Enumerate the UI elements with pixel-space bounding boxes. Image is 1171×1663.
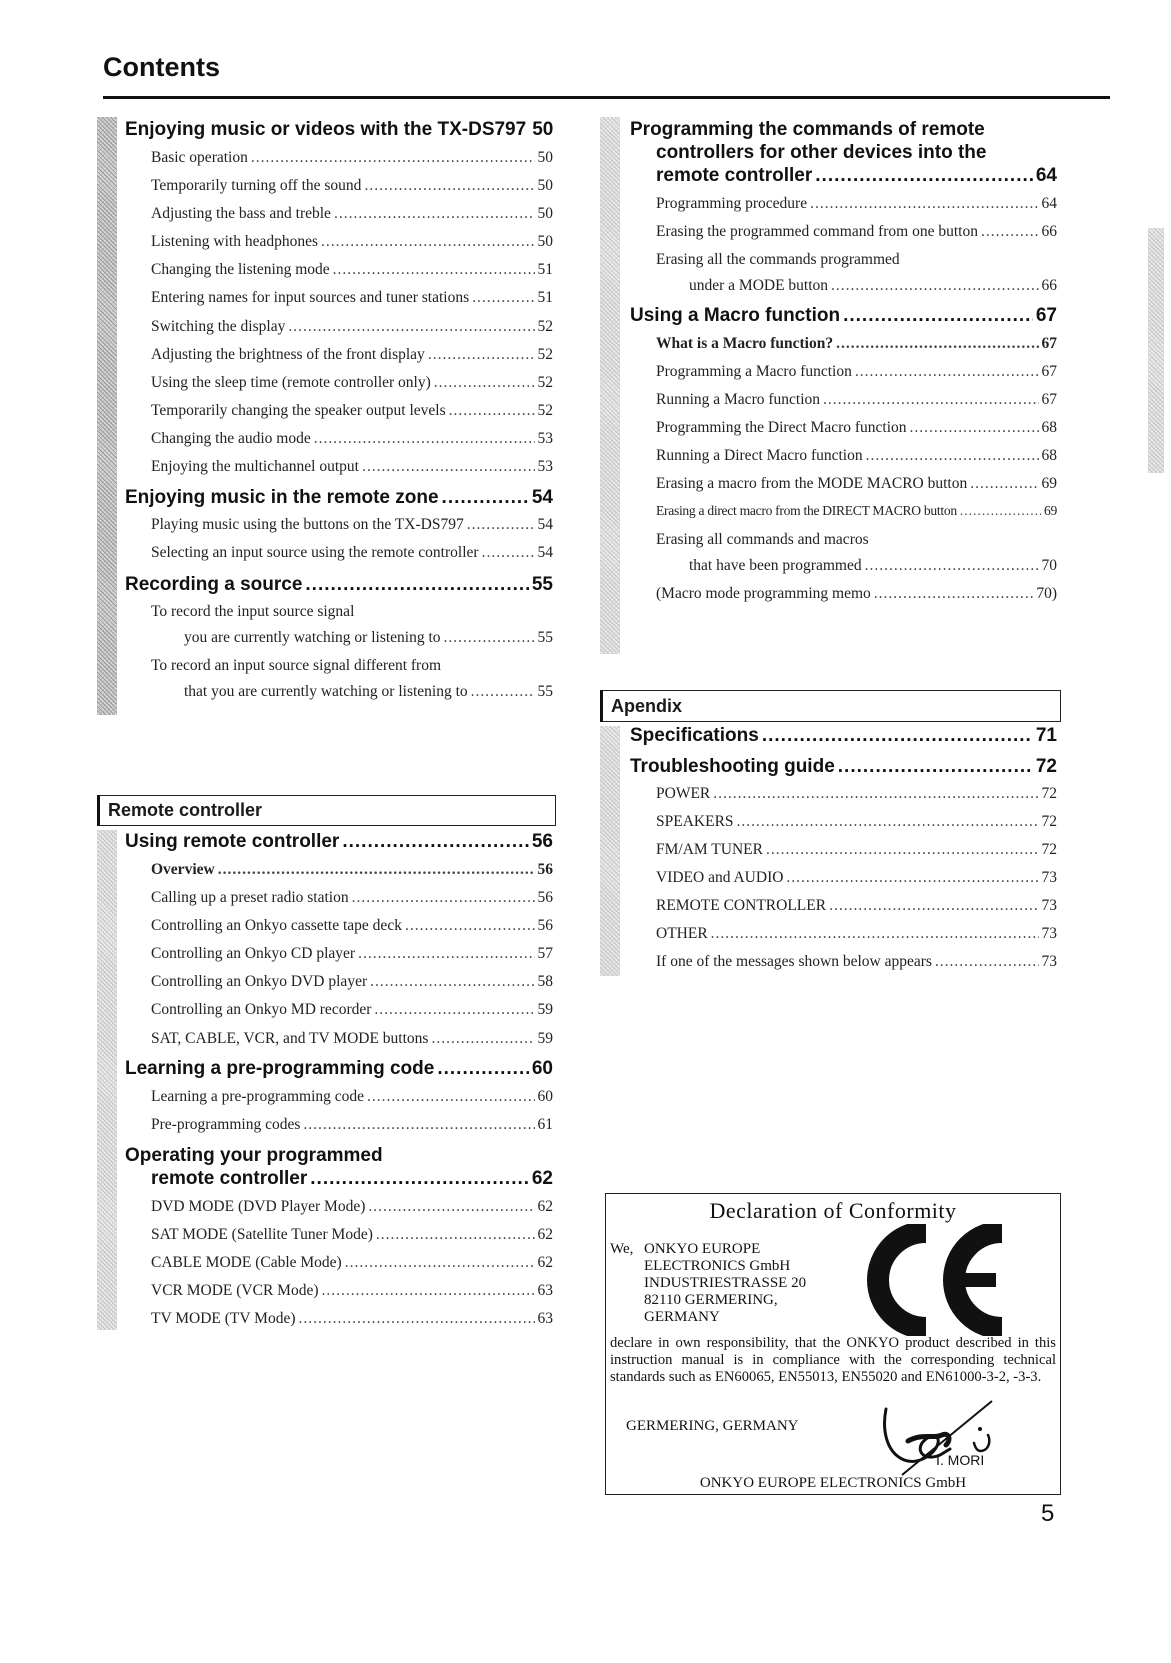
toc-item[interactable]: POWER ..... 72 bbox=[656, 785, 1057, 803]
toc-section[interactable]: Using a Macro function ..... 67 bbox=[630, 305, 1057, 327]
toc-item[interactable]: Controlling an Onkyo cassette tape deck ..... 56 bbox=[151, 917, 553, 935]
declaration-location: GERMERING, GERMANY bbox=[626, 1418, 799, 1434]
toc-item[interactable]: Adjusting the brightness of the front display ..... 52 bbox=[151, 346, 553, 364]
toc-item[interactable]: OTHER ..... 73 bbox=[656, 925, 1057, 943]
toc-item[interactable]: Running a Macro function ..... 67 bbox=[656, 391, 1057, 409]
toc-section[interactable]: Troubleshooting guide ..... 72 bbox=[630, 756, 1057, 778]
toc-item[interactable]: you are currently watching or listening to ..... 55 bbox=[184, 629, 553, 647]
toc-item[interactable]: DVD MODE (DVD Player Mode) ..... 62 bbox=[151, 1198, 553, 1216]
toc-item[interactable]: CABLE MODE (Cable Mode) ..... 62 bbox=[151, 1254, 553, 1272]
toc-section[interactable]: Learning a pre-programming code ..... 60 bbox=[125, 1058, 553, 1080]
toc-item[interactable]: Pre-programming codes ..... 61 bbox=[151, 1116, 553, 1134]
apendix-header bbox=[600, 690, 1061, 722]
toc-item-first-line: To record an input source signal different from bbox=[151, 657, 442, 674]
toc-item[interactable]: FM/AM TUNER ..... 72 bbox=[656, 841, 1057, 859]
header-label: Remote controller bbox=[108, 800, 263, 820]
toc-item[interactable]: TV MODE (TV Mode) ..... 63 bbox=[151, 1310, 553, 1328]
declaration-statement: declare in own responsibility, that the ONKYO product described in this instruction manual is in compliance with the corresponding technical standards such as EN60065, EN55013, EN55020 and EN61000-3-2, -3-3. bbox=[610, 1335, 1056, 1385]
toc-section[interactable]: remote controller ..... 64 bbox=[656, 165, 1057, 187]
toc-item[interactable]: Programming a Macro function ..... 67 bbox=[656, 363, 1057, 381]
toc-item[interactable]: Selecting an input source using the remote controller ..... 54 bbox=[151, 544, 553, 562]
toc-item[interactable]: under a MODE button ..... 66 bbox=[689, 277, 1057, 295]
address-line: INDUSTRIESTRASSE 20 bbox=[644, 1275, 807, 1291]
toc-item-first-line: Erasing all commands and macros bbox=[656, 531, 869, 548]
toc-item[interactable]: that have been programmed ..... 70 bbox=[689, 557, 1057, 575]
page-number: 5 bbox=[1041, 1500, 1055, 1527]
toc-item[interactable]: Enjoying the multichannel output ..... 53 bbox=[151, 458, 553, 476]
address-line: GERMANY bbox=[644, 1309, 720, 1325]
toc-item[interactable]: Adjusting the bass and treble ..... 50 bbox=[151, 205, 553, 223]
toc-item[interactable]: Overview ..... 56 bbox=[151, 861, 553, 879]
header-accent bbox=[97, 795, 100, 826]
header-accent bbox=[600, 690, 603, 722]
section-stripe bbox=[600, 726, 620, 976]
toc-section[interactable]: Enjoying music in the remote zone ..... 54 bbox=[125, 487, 553, 509]
toc-section-first-line: Operating your programmed bbox=[125, 1145, 383, 1166]
ce-mark-icon bbox=[864, 1224, 1016, 1336]
toc-item[interactable]: Basic operation ..... 50 bbox=[151, 149, 553, 167]
toc-section[interactable]: Enjoying music or videos with the TX-DS797 50 bbox=[125, 119, 554, 140]
toc-item[interactable]: VIDEO and AUDIO ..... 73 bbox=[656, 869, 1057, 887]
section-stripe bbox=[97, 117, 117, 715]
toc-item[interactable]: Running a Direct Macro function ..... 68 bbox=[656, 447, 1057, 465]
toc-item[interactable]: Listening with headphones ..... 50 bbox=[151, 233, 553, 251]
section-stripe bbox=[97, 830, 117, 1330]
toc-item[interactable]: Switching the display ..... 52 bbox=[151, 318, 553, 336]
toc-item[interactable]: that you are currently watching or listening to ..... 55 bbox=[184, 683, 553, 701]
toc-item[interactable]: Programming procedure ..... 64 bbox=[656, 195, 1057, 213]
page-edge-stripe bbox=[1148, 228, 1164, 473]
toc-item[interactable]: REMOTE CONTROLLER ..... 73 bbox=[656, 897, 1057, 915]
section-stripe bbox=[600, 117, 620, 654]
toc-section-first-line: Programming the commands of remote bbox=[630, 119, 985, 140]
toc-item[interactable]: Erasing the programmed command from one button ..... 66 bbox=[656, 223, 1057, 241]
toc-item[interactable]: Playing music using the buttons on the TX-DS797 ..... 54 bbox=[151, 516, 553, 534]
toc-item[interactable]: Controlling an Onkyo MD recorder ..... 59 bbox=[151, 1001, 553, 1019]
title-rule bbox=[103, 96, 1110, 99]
declaration-company: ONKYO EUROPE ELECTRONICS GmbH bbox=[699, 1475, 967, 1491]
toc-item[interactable]: Temporarily changing the speaker output levels ..... 52 bbox=[151, 402, 553, 420]
remote-controller-header bbox=[97, 795, 556, 826]
toc-item-first-line: To record the input source signal bbox=[151, 603, 355, 620]
toc-item[interactable]: SAT MODE (Satellite Tuner Mode) ..... 62 bbox=[151, 1226, 553, 1244]
address-line: ONKYO EUROPE bbox=[644, 1241, 761, 1257]
toc-item[interactable]: What is a Macro function? ..... 67 bbox=[656, 335, 1057, 353]
toc-item[interactable]: Learning a pre-programming code ..... 60 bbox=[151, 1088, 553, 1106]
toc-section-second-line: controllers for other devices into the bbox=[656, 142, 987, 163]
toc-item[interactable]: Temporarily turning off the sound ..... 50 bbox=[151, 177, 553, 195]
page-title: Contents bbox=[103, 52, 220, 82]
toc-item[interactable]: Controlling an Onkyo CD player ..... 57 bbox=[151, 945, 553, 963]
declaration-title: Declaration of Conformity bbox=[709, 1198, 957, 1223]
toc-item[interactable]: Changing the audio mode ..... 53 bbox=[151, 430, 553, 448]
toc-item-first-line: Erasing all the commands programmed bbox=[656, 251, 900, 268]
declaration-we: We, bbox=[610, 1241, 634, 1257]
toc-section[interactable]: remote controller ..... 62 bbox=[151, 1168, 553, 1190]
toc-item[interactable]: Programming the Direct Macro function ..... 68 bbox=[656, 419, 1057, 437]
toc-item[interactable]: SPEAKERS ..... 72 bbox=[656, 813, 1057, 831]
toc-section[interactable]: Recording a source ..... 55 bbox=[125, 574, 553, 596]
header-label: Apendix bbox=[611, 695, 683, 716]
address-line: 82110 GERMERING, bbox=[644, 1292, 778, 1308]
toc-item[interactable]: Erasing a macro from the MODE MACRO button ..... 69 bbox=[656, 475, 1057, 493]
toc-section[interactable]: Specifications ..... 71 bbox=[630, 725, 1057, 747]
signature-name: I. MORI bbox=[936, 1452, 985, 1468]
toc-item[interactable]: Controlling an Onkyo DVD player ..... 58 bbox=[151, 973, 553, 991]
toc-item[interactable]: Using the sleep time (remote controller only) ..... 52 bbox=[151, 374, 553, 392]
toc-item[interactable]: Erasing a direct macro from the DIRECT MACRO button ..... 69 bbox=[656, 503, 1057, 519]
toc-item[interactable]: Changing the listening mode ..... 51 bbox=[151, 261, 553, 279]
declaration-of-conformity bbox=[605, 1193, 1061, 1495]
toc-item[interactable]: Calling up a preset radio station ..... 56 bbox=[151, 889, 553, 907]
toc-item[interactable]: Entering names for input sources and tuner stations ..... 51 bbox=[151, 289, 553, 307]
toc-item[interactable]: SAT, CABLE, VCR, and TV MODE buttons ..... 59 bbox=[151, 1030, 553, 1048]
toc-item[interactable]: If one of the messages shown below appears ..... 73 bbox=[656, 953, 1057, 971]
toc-item[interactable]: (Macro mode programming memo ..... 70) bbox=[656, 585, 1057, 603]
address-line: ELECTRONICS GmbH bbox=[644, 1258, 791, 1274]
toc-item[interactable]: VCR MODE (VCR Mode) ..... 63 bbox=[151, 1282, 553, 1300]
toc-section[interactable]: Using remote controller ..... 56 bbox=[125, 831, 553, 853]
